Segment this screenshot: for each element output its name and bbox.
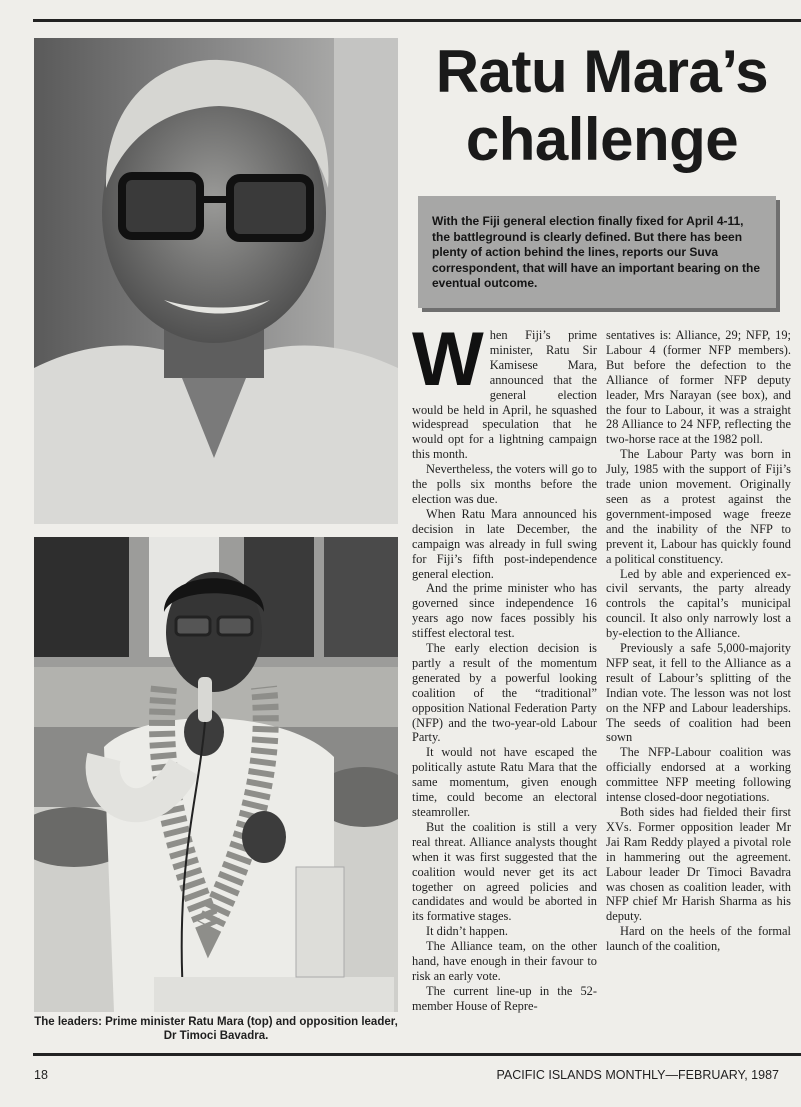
photo-opposition-leader <box>34 537 398 1012</box>
paragraph: And the prime minister who has governed since independence 16 years ago now faces possibly his stiffest electoral test. <box>412 581 597 641</box>
article-column-2 <box>606 328 791 954</box>
headline-line-1: Ratu Mara’s <box>435 38 769 105</box>
paragraph: Nevertheless, the voters will go to the polls six months before the election was due. <box>412 462 597 506</box>
paragraph: The Alliance team, on the other hand, have enough in their favour to risk an early vote. <box>412 939 597 983</box>
paragraph: When Ratu Mara announced his decision in late December, the campaign was already in full swing for Fiji’s fifth post-independence general election. <box>412 506 597 581</box>
paragraph: Previously a safe 5,000-majority NFP seat, it fell to the Alliance as a result of Labour’s splitting of the Indian vote. The lesson was not lost on the NFP and Labour leaderships. The seeds of coalition had been sown <box>606 641 791 745</box>
paragraph: Both sides had fielded their first XVs. Former opposition leader Mr Jai Ram Reddy played a pivotal role in hammering out the agreement. Labour leader Dr Timoci Bavadra was chosen as coalition leader, with NFP chief Mr Harish Sharma as his deputy. <box>606 805 791 924</box>
headline <box>408 38 796 174</box>
paragraph: It would not have escaped the politically astute Ratu Mara that the same momentum, given enough time, could become an electoral steamroller. <box>412 745 597 819</box>
page-number: 18 <box>34 1068 48 1082</box>
top-rule <box>33 19 801 22</box>
standfirst-box: With the Fiji general election finally fixed for April 4-11, the battleground is clearly defined. But there has been plenty of action behind the lines, reports our Suva correspondent, that will have an important bearing on the eventual outcome. <box>418 196 776 308</box>
paragraph: The current line-up in the 52-member House of Repre- <box>412 983 597 1013</box>
running-footer: PACIFIC ISLANDS MONTHLY—FEBRUARY, 1987 <box>496 1068 779 1082</box>
paragraph: sentatives is: Alliance, 29; NFP, 19; Labour 4 (former NFP members). But before the defection to the Alliance of former NFP deputy leader, Mrs Narayan (see box), and the four to Labour, it was a straight 28 Alliance to 24 NFP, reflecting the two-horse race at the 1982 poll. <box>606 328 791 447</box>
bottom-rule <box>33 1053 801 1056</box>
paragraph: It didn’t happen. <box>426 924 509 939</box>
paragraph: Hard on the heels of the formal launch of the coalition, <box>606 924 791 954</box>
paragraph: When Fiji’s prime minister, Ratu Sir Kamisese Mara, announced that the general election would be held in April, he squashed widespread speculation that he would opt for a lightning campaign this month. <box>412 317 597 462</box>
paragraph: But the coalition is still a very real threat. Alliance analysts thought when it was first suggested that the coalition would never get its act together on agreed policies and candidates and would be aborted in its formative stages. <box>412 819 597 924</box>
paragraph: The early election decision is partly a result of the momentum generated by a powerful looking coalition of the “traditional” opposition National Federation Party (NFP) and the two-year-old Labour Party. <box>412 641 597 745</box>
headline-line-2: challenge <box>465 106 739 173</box>
paragraph: Led by able and experienced ex-civil servants, the party already controls the capital’s municipal council. It also only narrowly lost a by-election to the Alliance. <box>606 566 791 641</box>
photo-prime-minister <box>34 38 398 524</box>
paragraph: The NFP-Labour coalition was officially endorsed at a working committee NFP meeting following intense closed-door negotiations. <box>606 745 791 805</box>
drop-cap: W <box>412 317 484 402</box>
article-column-1 <box>412 317 597 1014</box>
paragraph: The Labour Party was born in July, 1985 with the support of Fiji’s trade union movement. Originally seen as a protest against the government-imposed wage freeze and the inability of the NFP to prevent it, Labour has quickly found a political constituency. <box>606 447 791 566</box>
photo-caption: The leaders: Prime minister Ratu Mara (top) and opposition leader, Dr Timoci Bavadra. <box>34 1016 398 1042</box>
